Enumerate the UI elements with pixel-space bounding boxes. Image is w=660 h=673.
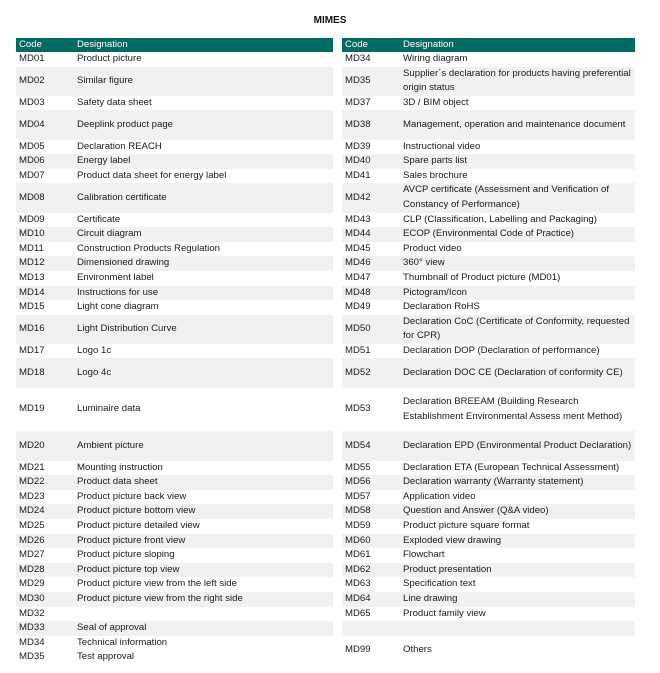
designation-cell: Product family view	[403, 607, 486, 619]
code-cell: MD38	[342, 110, 400, 139]
table-row	[16, 344, 333, 359]
left-codes-table	[16, 38, 333, 665]
designation-cell: Product picture view from the right side	[74, 592, 333, 607]
code-cell: MD48	[342, 286, 400, 301]
table-row	[342, 431, 635, 460]
table-row	[16, 183, 333, 212]
designation-cell: Mounting instruction	[77, 461, 163, 473]
table-row	[16, 621, 333, 636]
table-row	[342, 67, 635, 96]
designation-cell: Logo 4c	[74, 358, 333, 387]
table-row	[342, 140, 635, 155]
code-column-header: Code	[342, 38, 400, 52]
designation-cell: Specification text	[403, 578, 476, 590]
code-cell: MD03	[19, 96, 45, 108]
designation-cell: Ambient picture	[74, 431, 333, 460]
designation-cell: Safety data sheet	[77, 96, 152, 108]
table-row	[342, 213, 635, 228]
table-row	[342, 227, 635, 242]
code-cell: MD37	[345, 96, 371, 108]
table-row	[342, 271, 635, 286]
designation-cell	[400, 621, 635, 636]
designation-cell: Product data sheet	[74, 475, 333, 490]
code-cell: MD26	[16, 534, 74, 549]
table-row	[16, 110, 333, 139]
code-cell: MD33	[16, 621, 74, 636]
code-cell: MD16	[16, 315, 74, 344]
code-cell: MD58	[342, 504, 400, 519]
code-cell: MD07	[19, 169, 45, 181]
table-header-row	[16, 38, 333, 52]
table-row	[342, 548, 635, 563]
code-cell: MD99	[345, 644, 371, 656]
designation-cell: Circuit diagram	[74, 227, 333, 242]
designation-cell: Declaration RoHS	[403, 301, 480, 313]
designation-cell: Declaration DOC CE (Declaration of conformity CE)	[400, 358, 635, 387]
designation-cell: Thumbnail of Product picture (MD01)	[403, 271, 561, 283]
table-row	[342, 621, 635, 636]
designation-cell: Supplier´s declaration for products having preferential origin status	[400, 67, 635, 96]
code-cell: MD30	[16, 592, 74, 607]
designation-cell: 3D / BIM object	[403, 96, 469, 108]
code-cell: MD63	[345, 578, 371, 590]
table-row	[16, 636, 333, 651]
table-row	[342, 154, 635, 169]
code-cell: MD05	[19, 140, 45, 152]
table-row	[16, 431, 333, 460]
table-row	[342, 315, 635, 344]
code-cell: MD29	[19, 578, 45, 590]
designation-cell: Declaration BREEAM (Building Research Establishment Environmental Assess ment Method)	[403, 395, 623, 422]
table-row	[16, 52, 333, 67]
designation-cell: Product picture bottom view	[74, 504, 333, 519]
table-row	[16, 577, 333, 592]
designation-cell	[74, 607, 333, 622]
table-row	[16, 227, 333, 242]
table-row	[16, 213, 333, 228]
table-row	[16, 563, 333, 578]
designation-cell: Technical information	[77, 636, 168, 648]
table-row	[342, 300, 635, 315]
designation-cell: Line drawing	[400, 592, 635, 607]
code-cell: MD13	[19, 271, 45, 283]
designation-cell: Product picture view from the left side	[77, 578, 237, 590]
designation-cell: Certificate	[77, 213, 121, 225]
code-cell: MD57	[345, 490, 371, 502]
code-cell: MD04	[16, 110, 74, 139]
designation-cell: Wiring diagram	[403, 53, 468, 64]
designation-cell: Product picture back view	[77, 490, 187, 502]
code-cell: MD50	[342, 315, 400, 344]
table-row	[342, 52, 635, 67]
table-row	[16, 286, 333, 301]
designation-cell: Instructions for use	[74, 286, 333, 301]
code-cell: MD59	[345, 520, 371, 532]
page-title: MIMES	[313, 15, 347, 26]
table-row	[16, 140, 333, 155]
code-cell: MD19	[19, 403, 45, 415]
code-cell: MD02	[16, 67, 74, 96]
code-cell	[342, 621, 400, 636]
code-cell: MD22	[16, 475, 74, 490]
table-row	[342, 388, 635, 432]
designation-cell: CLP (Classification, Labelling and Packaging)	[403, 213, 597, 225]
table-row	[342, 490, 635, 505]
table-row	[16, 300, 333, 315]
table-row	[16, 169, 333, 184]
code-cell: MD51	[345, 344, 371, 356]
table-row	[16, 242, 333, 257]
table-row	[342, 183, 635, 212]
designation-cell: Spare parts list	[400, 154, 635, 169]
table-row	[342, 169, 635, 184]
table-row	[16, 461, 333, 476]
code-cell: MD64	[342, 592, 400, 607]
code-cell: MD10	[16, 227, 74, 242]
designation-cell: Calibration certificate	[74, 183, 333, 212]
designation-cell: Product video	[403, 242, 462, 254]
table-row	[342, 96, 635, 111]
code-cell: MD27	[19, 549, 45, 561]
code-cell: MD54	[342, 431, 400, 460]
table-row	[16, 256, 333, 271]
code-cell: MD12	[16, 256, 74, 271]
table-row	[342, 286, 635, 301]
code-cell: MD25	[19, 520, 45, 532]
table-row	[342, 519, 635, 534]
designation-cell: Construction Products Regulation	[77, 242, 220, 254]
designation-cell: Dimensioned drawing	[74, 256, 333, 271]
designation-cell: AVCP certificate (Assessment and Verification of Constancy of Performance)	[400, 183, 635, 212]
code-cell: MD42	[342, 183, 400, 212]
table-row	[342, 358, 635, 387]
designation-cell: Similar figure	[74, 67, 333, 96]
code-cell: MD28	[16, 563, 74, 578]
table-row	[16, 315, 333, 344]
designation-cell: Flowchart	[403, 549, 445, 561]
table-row	[342, 563, 635, 578]
table-row	[342, 475, 635, 490]
code-cell: MD23	[19, 490, 45, 502]
table-row	[16, 490, 333, 505]
designation-cell: Pictogram/Icon	[400, 286, 635, 301]
table-row	[342, 636, 635, 665]
right-codes-table	[342, 38, 635, 665]
table-row	[342, 577, 635, 592]
table-row	[342, 461, 635, 476]
code-cell: MD24	[16, 504, 74, 519]
code-cell: MD43	[345, 213, 371, 225]
designation-cell: Declaration CoC (Certificate of Conformity, requested for CPR)	[400, 315, 635, 344]
table-row	[342, 534, 635, 549]
code-cell: MD55	[345, 461, 371, 473]
table-row	[342, 592, 635, 607]
code-cell: MD44	[342, 227, 400, 242]
designation-cell: Product presentation	[400, 563, 635, 578]
table-header-row	[342, 38, 635, 52]
code-cell: MD18	[16, 358, 74, 387]
code-cell: MD39	[345, 140, 371, 152]
designation-cell: Sales brochure	[403, 169, 468, 181]
designation-cell: Declaration warranty (Warranty statement)	[400, 475, 635, 490]
code-cell: MD06	[16, 154, 74, 169]
code-cell: MD32	[19, 607, 45, 619]
designation-cell: Environment label	[77, 271, 154, 283]
table-row	[16, 358, 333, 387]
designation-cell: Instructional video	[403, 140, 481, 152]
table-row	[16, 504, 333, 519]
code-cell: MD46	[342, 256, 400, 271]
designation-column-header: Designation	[400, 38, 635, 52]
code-cell: MD53	[345, 403, 371, 415]
code-cell: MD21	[19, 461, 45, 473]
code-cell: MD52	[342, 358, 400, 387]
designation-cell: Question and Answer (Q&A video)	[400, 504, 635, 519]
code-cell: MD09	[19, 213, 45, 225]
designation-cell: Declaration DOP (Declaration of performance)	[403, 344, 600, 356]
table-row	[16, 607, 333, 622]
table-row	[16, 592, 333, 607]
designation-cell: Test approval	[77, 651, 135, 663]
code-cell: MD11	[19, 242, 44, 254]
designation-cell: Declaration ETA (European Technical Assessment)	[403, 461, 620, 473]
table-row	[342, 256, 635, 271]
table-row	[16, 650, 333, 665]
table-row	[16, 548, 333, 563]
code-cell: MD49	[345, 301, 371, 313]
table-row	[16, 154, 333, 169]
code-cell: MD01	[19, 53, 45, 64]
designation-cell: Product picture front view	[74, 534, 333, 549]
code-cell: MD41	[345, 169, 371, 181]
table-row	[16, 96, 333, 111]
designation-cell: Product picture detailed view	[77, 520, 200, 532]
code-cell: MD62	[342, 563, 400, 578]
code-column-header: Code	[16, 38, 74, 52]
code-cell: MD15	[19, 301, 45, 313]
designation-cell: Light cone diagram	[77, 301, 159, 313]
table-row	[16, 67, 333, 96]
designation-cell: Product picture sloping	[77, 549, 175, 561]
designation-cell: Deeplink product page	[74, 110, 333, 139]
code-cell: MD61	[345, 549, 371, 561]
designation-cell: Luminaire data	[77, 403, 141, 415]
code-cell: MD34	[345, 53, 371, 64]
designation-cell: Others	[403, 644, 432, 656]
table-row	[342, 344, 635, 359]
designation-cell: Light Distribution Curve	[74, 315, 333, 344]
designation-cell: Product picture top view	[74, 563, 333, 578]
designation-cell: Application video	[403, 490, 476, 502]
designation-cell: Declaration EPD (Environmental Product Declaration)	[400, 431, 635, 460]
table-row	[342, 504, 635, 519]
designation-cell: Declaration REACH	[77, 140, 162, 152]
table-row	[16, 519, 333, 534]
code-cell: MD45	[345, 242, 371, 254]
code-cell: MD08	[16, 183, 74, 212]
code-cell: MD65	[345, 607, 371, 619]
designation-column-header: Designation	[74, 38, 333, 52]
code-cell: MD47	[345, 271, 371, 283]
code-cell: MD34	[19, 636, 45, 648]
designation-cell: Management, operation and maintenance document	[400, 110, 635, 139]
designation-cell: Logo 1c	[77, 344, 112, 356]
designation-cell: Product picture square format	[403, 520, 530, 532]
table-row	[16, 475, 333, 490]
code-cell: MD56	[342, 475, 400, 490]
designation-cell: Seal of approval	[74, 621, 333, 636]
table-row	[16, 534, 333, 549]
code-cell: MD35	[342, 67, 400, 96]
table-row	[342, 607, 635, 622]
code-cell: MD20	[16, 431, 74, 460]
table-row	[16, 388, 333, 432]
table-row	[16, 271, 333, 286]
designation-cell: Product data sheet for energy label	[77, 169, 227, 181]
designation-cell: 360° view	[400, 256, 635, 271]
table-row	[342, 110, 635, 139]
table-row	[342, 242, 635, 257]
designation-cell: ECOP (Environmental Code of Practice)	[400, 227, 635, 242]
code-cell: MD17	[19, 344, 45, 356]
code-cell: MD14	[16, 286, 74, 301]
code-cell: MD60	[342, 534, 400, 549]
code-cell: MD40	[342, 154, 400, 169]
designation-cell: Product picture	[77, 53, 142, 64]
designation-cell: Energy label	[74, 154, 333, 169]
code-cell: MD35	[19, 651, 45, 663]
designation-cell: Exploded view drawing	[400, 534, 635, 549]
